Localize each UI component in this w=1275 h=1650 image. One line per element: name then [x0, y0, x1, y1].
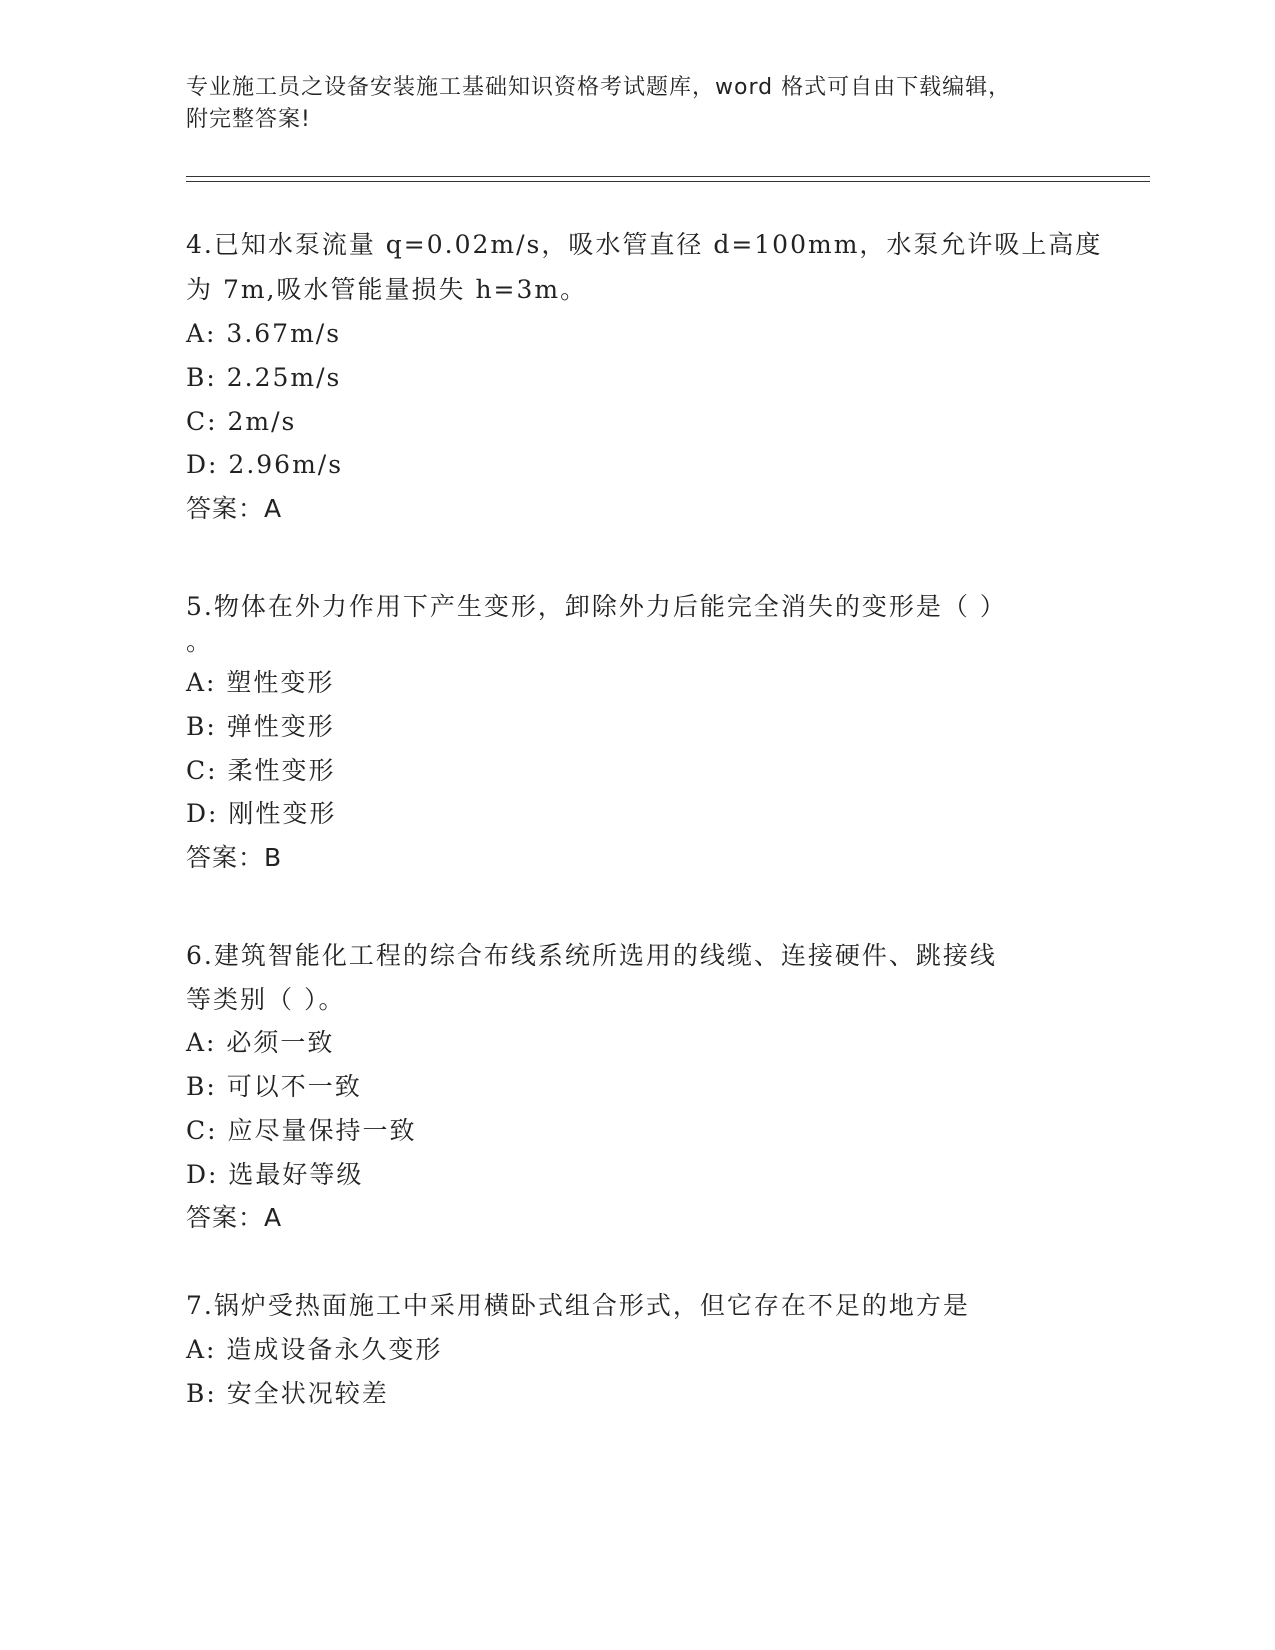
question-7-stem-line-1: 7.锅炉受热面施工中采用横卧式组合形式，但它存在不足的地方是: [186, 1291, 970, 1320]
question-4-option-a: A: 3.67m/s: [186, 319, 342, 348]
question-4-option-c: C: 2m/s: [186, 407, 297, 436]
question-6-answer: 答案：A: [186, 1203, 283, 1232]
question-5-answer: 答案：B: [186, 843, 283, 872]
question-6-option-a: A: 必须一致: [186, 1028, 335, 1057]
header-divider-top: [186, 176, 1150, 177]
question-6-option-d: D: 选最好等级: [186, 1160, 364, 1189]
question-4-option-b: B: 2.25m/s: [186, 363, 342, 392]
question-5-option-c: C: 柔性变形: [186, 756, 336, 785]
question-4-answer: 答案：A: [186, 494, 283, 523]
header-line-2: 附完整答案!: [186, 107, 311, 132]
question-6-option-b: B: 可以不一致: [186, 1072, 362, 1101]
question-6-stem-line-2: 等类别（ ）。: [186, 985, 346, 1014]
header-line-1: 专业施工员之设备安装施工基础知识资格考试题库，word 格式可自由下载编辑，: [186, 75, 1012, 100]
question-5-option-b: B: 弹性变形: [186, 712, 335, 741]
question-7-option-a: A: 造成设备永久变形: [186, 1335, 443, 1364]
question-6-stem-line-1: 6.建筑智能化工程的综合布线系统所选用的线缆、连接硬件、跳接线: [186, 941, 997, 970]
question-6-option-c: C: 应尽量保持一致: [186, 1116, 417, 1145]
header-divider-bottom: [186, 181, 1150, 182]
document-header: [186, 72, 1086, 136]
question-4-stem-line-1: 4.已知水泵流量 q=0.02m/s，吸水管直径 d=100mm，水泵允许吸上高度: [186, 230, 1103, 259]
question-5-option-d: D: 刚性变形: [186, 799, 337, 828]
question-5-stem-line-2: 。: [186, 627, 214, 656]
question-7-option-b: B: 安全状况较差: [186, 1379, 389, 1408]
question-5-stem-line-1: 5.物体在外力作用下产生变形，卸除外力后能完全消失的变形是（ ）: [186, 592, 1007, 621]
question-4-option-d: D: 2.96m/s: [186, 450, 344, 479]
question-5-option-a: A: 塑性变形: [186, 668, 335, 697]
question-4-stem-line-2: 为 7m,吸水管能量损失 h=3m。: [186, 275, 588, 304]
